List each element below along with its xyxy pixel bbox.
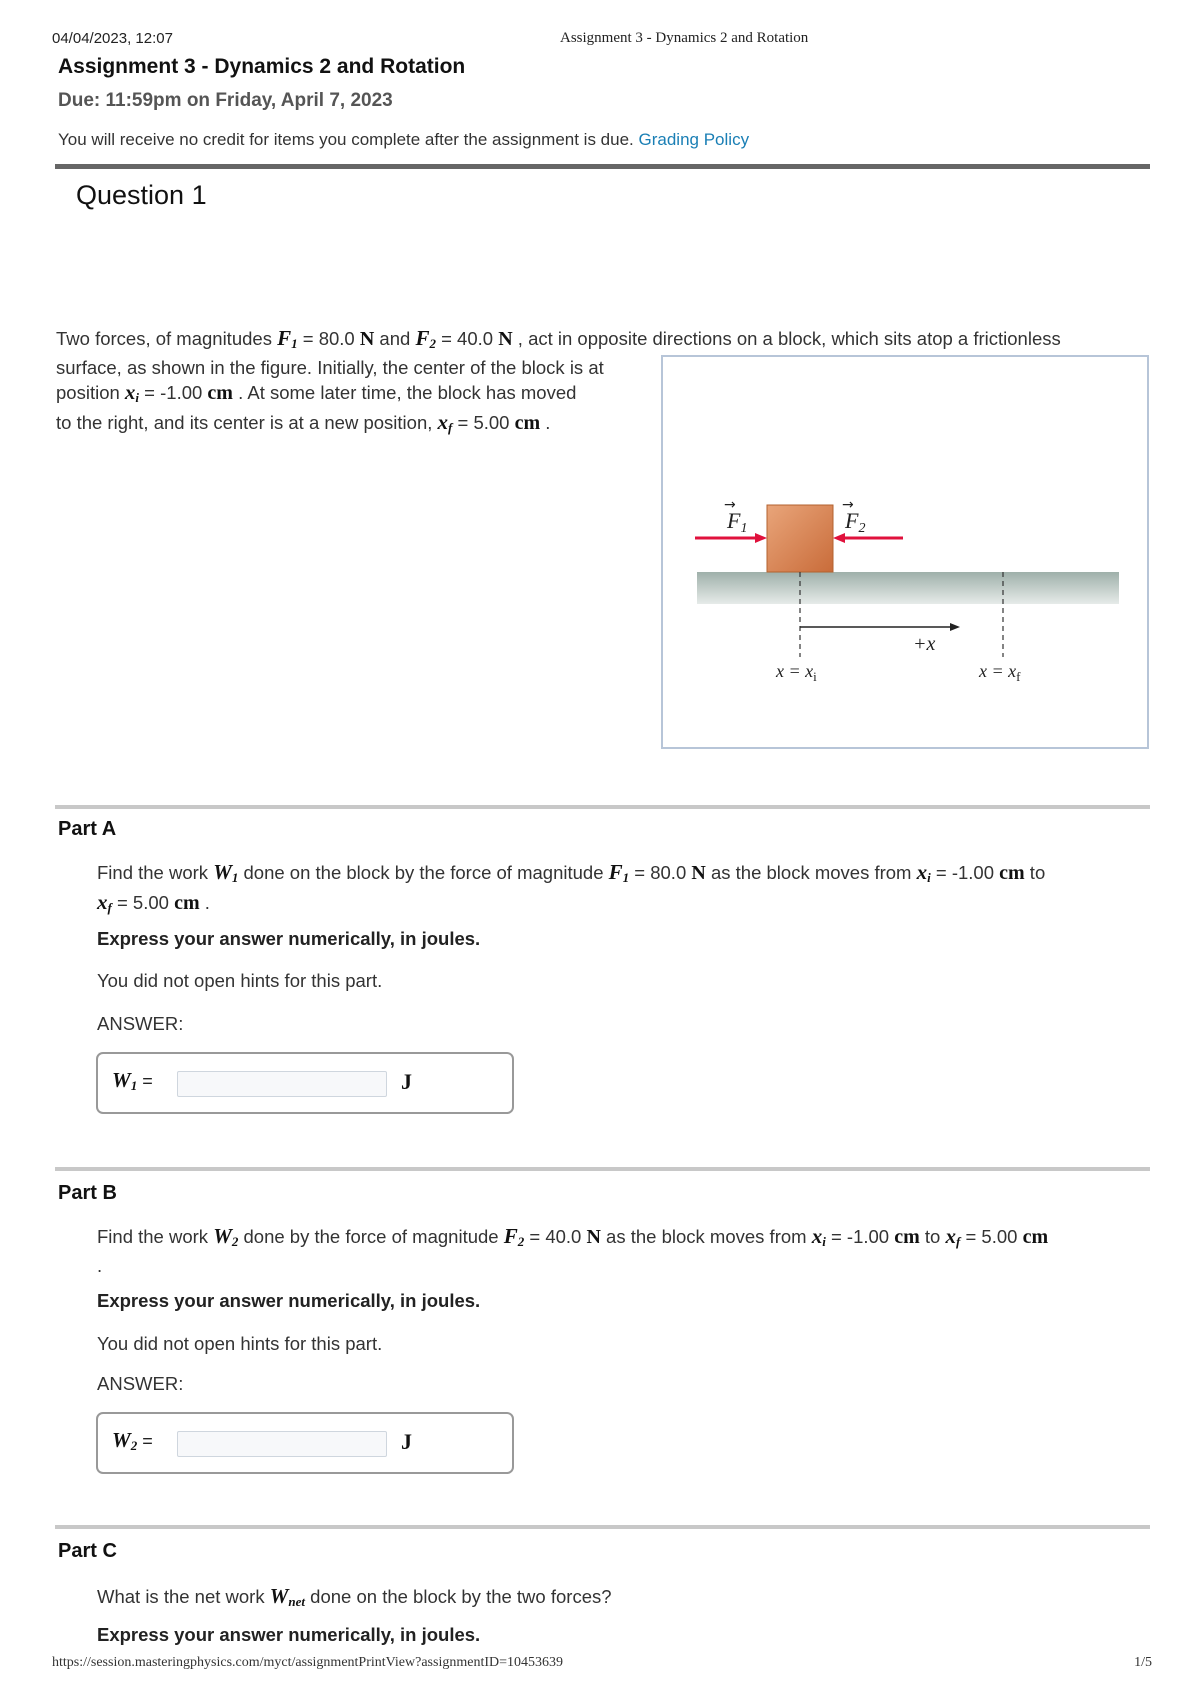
xf-label: $x = x_f$ [979, 661, 1021, 684]
x-axis-arrowhead [950, 623, 960, 631]
print-datetime: 04/04/2023, 12:07 [52, 30, 173, 47]
part-b-unit: J [401, 1429, 412, 1454]
intro-line-1: Two forces, of magnitudes $F_1 = 80.0$ N and $F_2 = 40.0$ N , act in opposite directions on a block, which sits atop a frictionless [56, 326, 1061, 351]
intro-line-4: to the right, and its center is at a new position, $x_f = 5.00$ cm . [56, 410, 551, 435]
part-c-divider [55, 1525, 1150, 1529]
f1-symbol: $F_1$ [277, 326, 298, 351]
part-a-variable: $W_1$ = [112, 1068, 153, 1093]
grading-policy-link[interactable]: Grading Policy [638, 130, 750, 149]
f1-label: F1 [727, 508, 748, 536]
axis-label: +x [913, 633, 936, 655]
assignment-title: Assignment 3 - Dynamics 2 and Rotation [58, 55, 466, 78]
block [767, 505, 833, 572]
part-a-instruction: Express your answer numerically, in joules. [97, 928, 481, 949]
f2-label: F2 [845, 508, 866, 536]
part-b-hints: You did not open hints for this part. [97, 1333, 383, 1354]
section-divider [55, 164, 1150, 169]
figure-svg [663, 357, 1147, 747]
f1-arrowhead [755, 533, 767, 543]
f2-symbol: $F_2$ [415, 326, 436, 351]
due-date: Due: 11:59pm on Friday, April 7, 2023 [58, 90, 393, 111]
part-b-variable: $W_2$ = [112, 1428, 153, 1453]
f2-arrowhead [833, 533, 845, 543]
part-b-answer-input[interactable] [177, 1431, 387, 1457]
print-page-title: Assignment 3 - Dynamics 2 and Rotation [560, 30, 809, 46]
part-a-hints: You did not open hints for this part. [97, 970, 383, 991]
intro-line-2: surface, as shown in the figure. Initially, the center of the block is at [56, 357, 604, 378]
part-b-question: Find the work $W_2$ done by the force of magnitude $F_2 = 40.0$ N as the block moves from $x_i = -1.00$ cm to $x_f = 5.00$ cm . [97, 1224, 1049, 1276]
part-a-heading: Part A [58, 818, 117, 840]
late-notice [58, 130, 749, 150]
part-b-divider [55, 1167, 1150, 1171]
svg-text:→: → [842, 497, 854, 513]
xi-label: $x = x_i$ [776, 661, 817, 684]
part-a-answer-input[interactable] [177, 1071, 387, 1097]
part-c-instruction: Express your answer numerically, in joules. [97, 1624, 481, 1645]
part-a-answer-box [96, 1052, 514, 1114]
part-c-heading: Part C [58, 1540, 117, 1562]
part-b-heading: Part B [58, 1182, 117, 1204]
svg-text:→: → [724, 497, 736, 513]
part-b-instruction: Express your answer numerically, in joules. [97, 1290, 481, 1311]
frictionless-surface [697, 572, 1119, 604]
block-forces-figure [661, 355, 1149, 749]
part-a-divider [55, 805, 1150, 809]
part-a-answer-label: ANSWER: [97, 1013, 184, 1034]
part-a-question: Find the work $W_1$ done on the block by the force of magnitude $F_1 = 80.0$ N as the block moves from $x_i = -1.00$ cm to $x_f = 5.00$ cm . [97, 860, 1046, 915]
part-b-answer-label: ANSWER: [97, 1373, 184, 1394]
footer-url: https://session.masteringphysics.com/myct/assignmentPrintView?assignmentID=10453639 [52, 1655, 564, 1670]
part-c-question: What is the net work $W_{net}$ done on the block by the two forces? [97, 1584, 612, 1609]
part-b-answer-box [96, 1412, 514, 1474]
intro-line-3: position $x_i = -1.00$ cm . At some later time, the block has moved [56, 380, 577, 405]
late-notice-text: You will receive no credit for items you complete after the assignment is due. [58, 130, 634, 149]
part-a-unit: J [401, 1069, 412, 1094]
question-heading: Question 1 [76, 180, 207, 210]
footer-page-number: 1/5 [1134, 1655, 1152, 1670]
